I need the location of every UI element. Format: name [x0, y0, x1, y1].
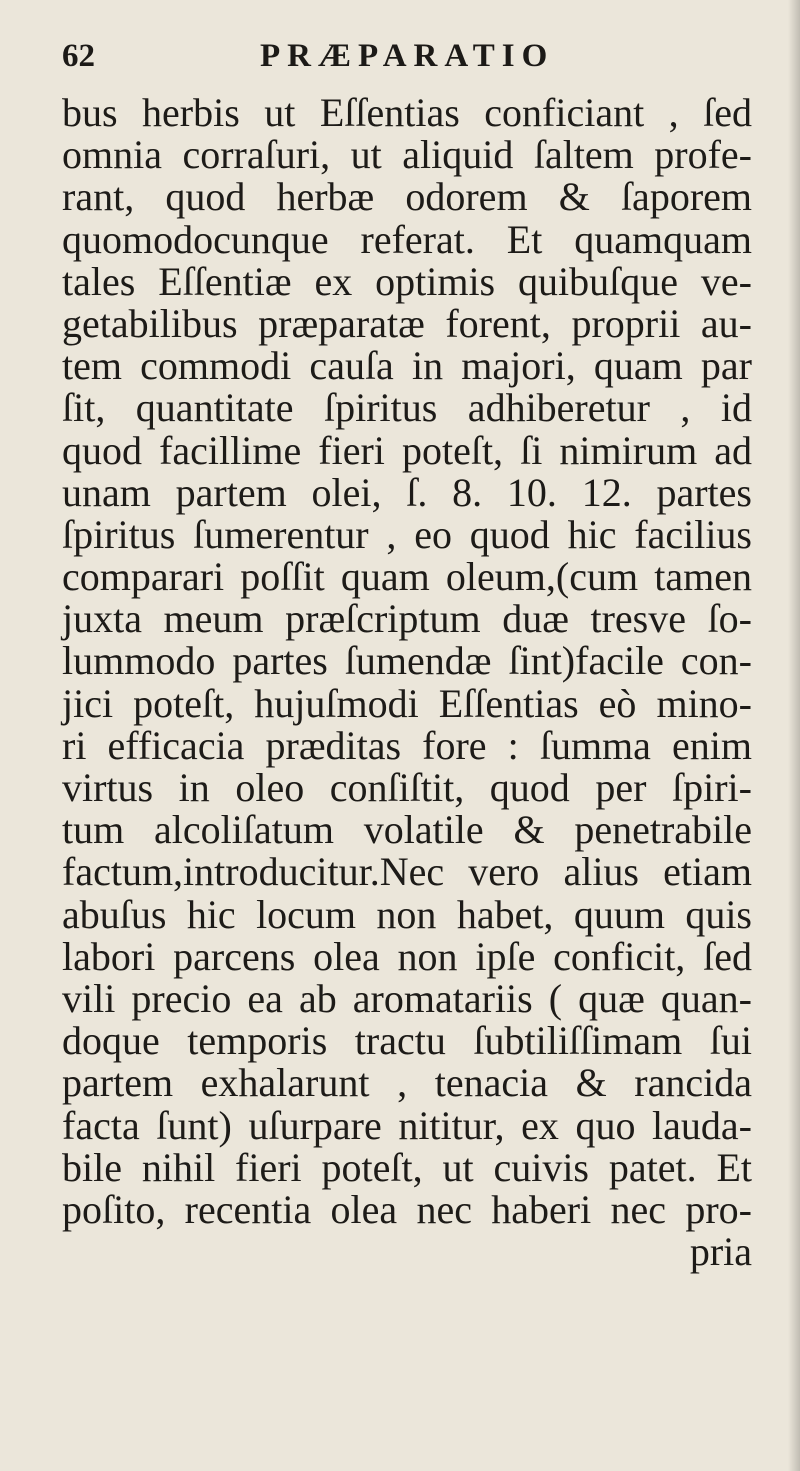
text-line: facta ſunt) uſurpare nititur, ex quo lauda- — [62, 1102, 752, 1148]
text-line: jici poteſt, hujuſmodi Eſſentias eò mino- — [62, 680, 752, 726]
text-line: lummodo partes ſumendæ ſint)facile con- — [62, 638, 752, 684]
text-line: rant, quod herbæ odorem & ſaporem — [62, 174, 752, 220]
text-line: ri efficacia præditas fore : ſumma enim — [62, 722, 752, 768]
text-line: juxta meum præſcriptum duæ tresve ſo- — [62, 596, 752, 642]
text-line: tem commodi cauſa in majori, quam par — [62, 343, 752, 389]
text-line: abuſus hic locum non habet, quum quis — [62, 891, 752, 937]
text-line: partem exhalarunt , tenacia & rancida — [62, 1060, 752, 1106]
body-text — [62, 92, 752, 1273]
page-edge-shadow — [788, 0, 800, 1471]
running-head: PRÆPARATIO — [260, 38, 555, 74]
text-line: ſit, quantitate ſpiritus adhiberetur , id — [62, 385, 752, 431]
text-line: vili precio ea ab aromatariis ( quæ quan- — [62, 975, 752, 1021]
page-header — [62, 38, 752, 86]
page-number: 62 — [62, 38, 95, 74]
text-line: omnia corraſuri, ut aliquid ſaltem profe- — [62, 132, 752, 178]
text-line: ſpiritus ſumerentur , eo quod hic facilius — [62, 511, 752, 557]
text-line: quod facillime fieri poteſt, ſi nimirum ad — [62, 427, 752, 473]
text-line: poſito, recentia olea nec haberi nec pro- — [62, 1186, 752, 1232]
text-line: bile nihil fieri poteſt, ut cuivis patet. Et — [62, 1144, 752, 1190]
text-line: quomodocunque referat. Et quamquam — [62, 216, 752, 262]
text-line: tum alcoliſatum volatile & penetrabile — [62, 807, 752, 853]
text-line: unam partem olei, ſ. 8. 10. 12. partes — [62, 469, 752, 515]
text-line: labori parcens olea non ipſe conficit, ſed — [62, 933, 752, 979]
text-line: comparari poſſit quam oleum,(cum tamen — [62, 554, 752, 600]
text-line: getabilibus præparatæ forent, proprii au- — [62, 300, 752, 346]
text-line: virtus in oleo conſiſtit, quod per ſpiri- — [62, 765, 752, 810]
text-line: factum,introducitur.Nec vero alius etiam — [62, 849, 752, 895]
text-line: bus herbis ut Eſſentias conficiant , ſed — [62, 90, 752, 135]
text-line: tales Eſſentiæ ex optimis quibuſque ve- — [62, 258, 752, 304]
text-line: doque temporis tractu ſubtiliſſimam ſui — [62, 1018, 752, 1064]
catchword: pria — [689, 1229, 752, 1275]
